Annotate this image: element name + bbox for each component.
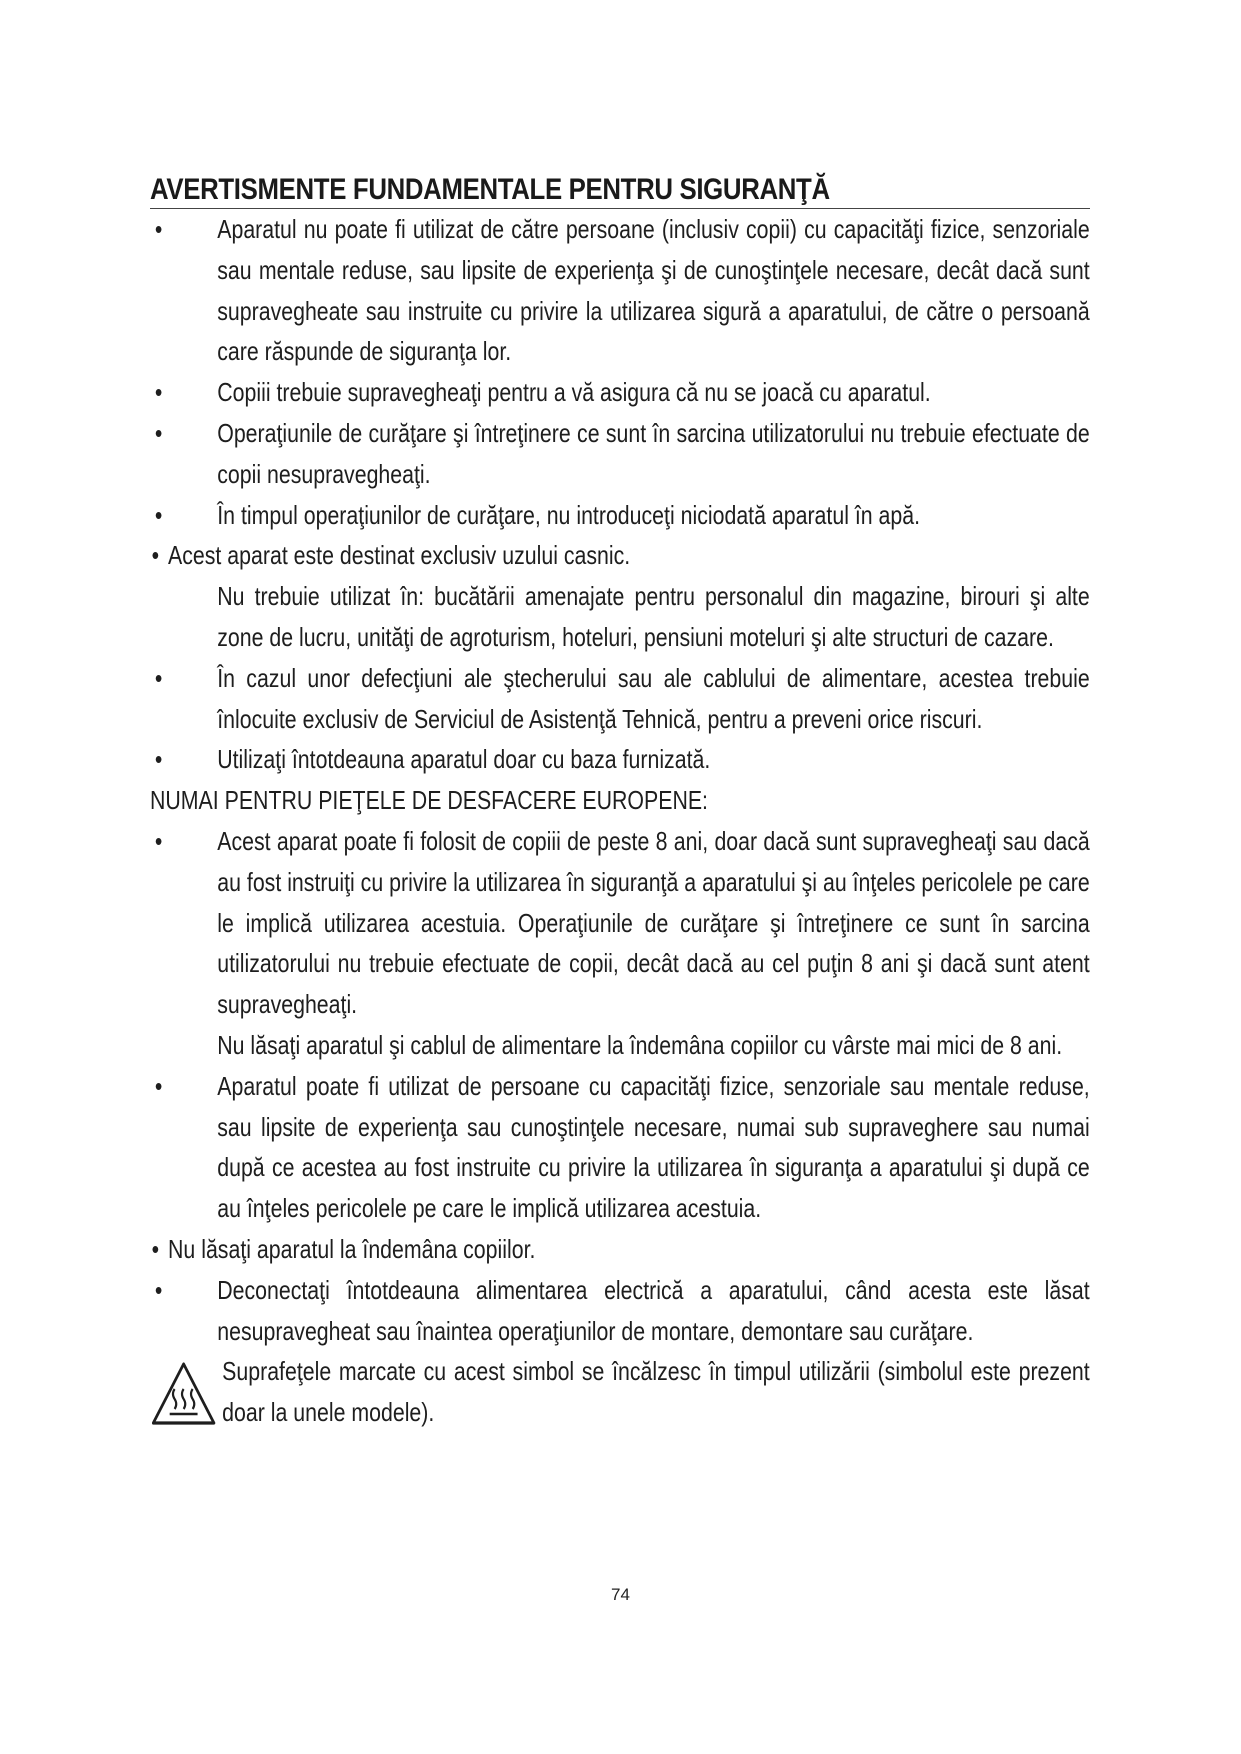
bullet: •	[154, 744, 163, 775]
hot-surface-warning-icon	[150, 1359, 217, 1427]
page-title: AVERTISMENTE FUNDAMENTALE PENTRU SIGURANŢĂ	[150, 173, 830, 206]
page-content	[150, 172, 1090, 1433]
bullet: •	[154, 377, 163, 408]
list-item-text: Utilizaţi întotdeauna aparatul doar cu baza furnizată.	[217, 744, 711, 775]
hot-surface-text: Suprafeţele marcate cu acest simbol se încălzesc în timpul utilizării (simbolul este prezent doar la unele modele).	[222, 1356, 1090, 1428]
list-item	[150, 372, 1090, 413]
list-item	[150, 739, 1090, 780]
list-item-text: Copiii trebuie supravegheaţi pentru a vă asigura că nu se joacă cu aparatul.	[217, 377, 931, 408]
list-item-text: În timpul operaţiunilor de curăţare, nu introduceţi niciodată aparatul în apă.	[217, 499, 921, 530]
list-item	[150, 209, 1090, 372]
list-item-text: Aparatul poate fi utilizat de persoane cu capacităţi fizice, senzoriale sau mentale reduse, sau lipsite de experienţa sau cunoştinţele necesare, numai sub supraveghere sau numai după ce acestea au fost instruite cu privire la utilizarea în siguranţa a aparatului şi după ce au înţeles pericolele pe care le implică utilizarea acestuia.	[217, 1070, 1090, 1224]
list-item-text: În cazul unor defecţiuni ale ştecherului sau ale cablului de alimentare, acestea trebuie înlocuite exclusiv de Serviciul de Asistenţă Tehnică, pentru a preveni orice riscuri.	[217, 662, 1090, 734]
domestic-note: Nu trebuie utilizat în: bucătării amenajate pentru personalul din magazine, birouri şi alte zone de lucru, unităţi de agroturism, hoteluri, pensiuni moteluri şi alte structuri de cazare.	[217, 581, 1090, 652]
list-item-text: Operaţiunile de curăţare şi întreţinere ce sunt în sarcina utilizatorului nu trebuie efectuate de copii nesupravegheaţi.	[217, 417, 1090, 489]
list-item	[150, 1270, 1090, 1352]
list-item-text: Deconectaţi întotdeauna alimentarea electrică a aparatului, când acesta este lăsat nesupravegheat sau înaintea operaţiunilor de montare, demontare sau curăţare.	[217, 1274, 1090, 1346]
list-item	[150, 821, 1090, 1025]
bullet: •	[154, 214, 163, 244]
bullet: •	[154, 499, 163, 530]
list-item	[150, 413, 1090, 495]
hot-surface-warning	[150, 1351, 1090, 1433]
bullet: •	[154, 1274, 163, 1305]
bullet: •	[154, 417, 163, 448]
list-item-text: Nu lăsaţi aparatul la îndemâna copiilor.	[168, 1233, 536, 1264]
bullet: •	[154, 662, 163, 693]
bullet: •	[151, 1233, 160, 1264]
page-number: 74	[611, 1585, 630, 1604]
eu-section-heading: NUMAI PENTRU PIEŢELE DE DESFACERE EUROPENE:	[150, 785, 708, 816]
bullet: •	[154, 825, 163, 856]
list-item-text: Acest aparat poate fi folosit de copiii de peste 8 ani, doar dacă sunt supravegheaţi sau dacă au fost instruiţi cu privire la utilizarea în siguranţă a aparatului şi au înţeles pericolele pe care le implică utilizarea acestuia. Operaţiunile de curăţare şi întreţinere ce sunt în sarcina utilizatorului nu trebuie efectuate de copii, decât dacă au cel puţin 8 ani şi dacă sunt atent supravegheaţi.	[217, 825, 1090, 1020]
body-text	[150, 209, 1090, 1433]
list-item-domestic	[150, 535, 1090, 576]
list-item	[150, 495, 1090, 536]
list-item-text: Acest aparat este destinat exclusiv uzului casnic.	[168, 540, 631, 571]
eu-note: Nu lăsaţi aparatul şi cablul de alimentare la îndemâna copiilor cu vârste mai mici de 8 ani.	[217, 1029, 1063, 1060]
list-item	[150, 1229, 1090, 1270]
list-item-text: Aparatul nu poate fi utilizat de către persoane (inclusiv copii) cu capacităţi fizice, senzoriale sau mentale reduse, sau lipsite de experienţa şi de cunoştinţele necesare, decât dacă sunt supravegheate sau instruite cu privire la utilizarea sigură a aparatului, de către o persoană care răspunde de siguranţa lor.	[217, 214, 1090, 367]
list-item	[150, 1066, 1090, 1229]
bullet: •	[151, 540, 160, 571]
list-item	[150, 658, 1090, 740]
bullet: •	[154, 1070, 163, 1101]
